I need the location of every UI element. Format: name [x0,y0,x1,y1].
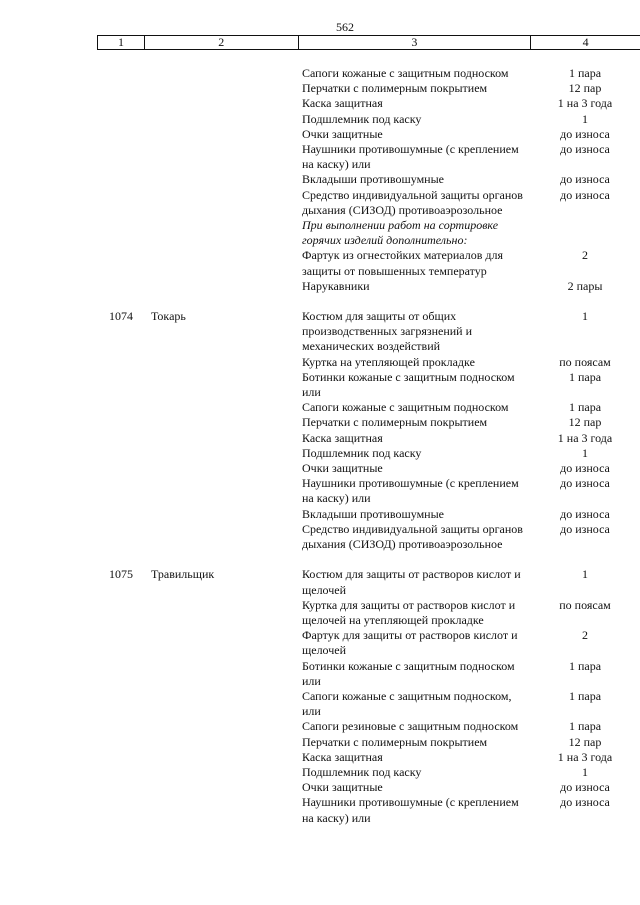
item-norm: 1 пара [568,719,602,734]
item-name: Вкладыши противошумные [302,506,444,521]
item-norm: 1 [582,445,588,460]
table-row [302,567,640,597]
table-entry [0,66,640,294]
table-row [302,415,640,430]
entry-profession: Токарь [151,309,186,324]
table-row [302,172,640,187]
table-row [302,522,640,552]
item-name: Сапоги кожаные с защитным подноском [302,66,509,80]
item-norm: 12 пар [568,734,602,749]
item-name: Куртка на утепляющей прокладке [302,354,475,369]
entry-number: 1075 [109,567,133,582]
item-name: Наушники противошумные (с креплением на каску) или [302,795,519,825]
item-name: Фартук для защиты от растворов кислот и щелочей [302,628,518,658]
item-norm: до износа [560,126,610,141]
table-row [302,507,640,522]
item-name: Каска защитная [302,430,383,445]
item-name: Куртка для защиты от растворов кислот и щелочей на утепляющей прокладке [302,597,516,627]
item-norm: 1 [582,111,588,126]
item-norm: 1 пара [568,658,602,673]
table-row [302,81,640,96]
item-name: Сапоги резиновые с защитным подноском [302,719,519,734]
table-row [302,476,640,506]
page-number: 562 [336,20,354,34]
item-norm: 1 пара [568,688,602,703]
table-row [302,370,640,400]
item-name: Костюм для защиты от общих производственных загрязнений и механических воздействий [302,309,473,354]
item-norm: до износа [560,795,610,810]
item-name: Ботинки кожаные с защитным подноском или [302,658,515,688]
item-norm: до износа [560,780,610,795]
table-row [302,598,640,628]
table-entry [0,309,640,552]
item-norm: 2 [582,628,588,643]
item-name: Средство индивидуальной защиты органов дыхания (СИЗОД) противоаэрозольное [302,521,523,552]
item-norm: 2 пары [567,278,603,293]
item-name: Нарукавники [302,278,370,293]
table-row [302,218,640,248]
table-row [302,188,640,218]
item-name: Подшлемник под каску [302,764,422,779]
item-norm: 1 [582,764,588,779]
table-row [302,461,640,476]
item-norm: по поясам [559,597,611,612]
table-row [302,355,640,370]
item-name: Наушники противошумные (с креплением на каску) или [302,476,519,506]
item-name: Перчатки с полимерным покрытием [302,415,488,430]
table-row [302,735,640,750]
table-row [302,628,640,658]
table-row [302,431,640,446]
item-name: Ботинки кожаные с защитным подноском или [302,369,515,400]
item-norm: 1 пара [568,400,602,415]
table-row [302,446,640,461]
item-name: Перчатки с полимерным покрытием [302,81,488,96]
item-name: Перчатки с полимерным покрытием [302,734,488,749]
table-row [302,719,640,734]
entry-profession: Травильщик [151,567,215,582]
item-name: Каска защитная [302,96,383,111]
item-name: Сапоги кожаные с защитным подноском, или [302,688,512,719]
item-name: При выполнении работ на сортировке горячих изделий дополнительно: [302,218,499,248]
item-norm: до износа [560,142,610,157]
table-row [302,780,640,795]
item-name: Подшлемник под каску [302,111,422,126]
table-body [0,66,640,826]
table-row [302,248,640,278]
table-row [302,142,640,172]
table-header [97,35,640,50]
table-row [302,689,640,719]
item-norm: 12 пар [568,415,602,430]
item-norm: до износа [560,521,610,536]
table-row [302,795,640,825]
item-name: Очки защитные [302,780,383,795]
header-col-3: 3 [299,36,532,49]
item-norm: по поясам [559,354,611,369]
item-name: Очки защитные [302,126,383,141]
item-name: Очки защитные [302,461,383,476]
item-name: Каска защитная [302,749,383,764]
item-name: Вкладыши противошумные [302,172,444,187]
table-row [302,66,640,81]
item-norm: 2 [582,248,588,263]
item-norm: 1 на 3 года [557,430,613,445]
item-norm: 1 на 3 года [557,96,613,111]
item-norm [530,218,640,248]
table-row [302,112,640,127]
table-row [302,96,640,111]
item-norm: до износа [560,461,610,476]
entry-number: 1074 [109,309,133,324]
table-row [302,400,640,415]
table-row [302,279,640,294]
item-norm: до износа [560,172,610,187]
item-name: Наушники противошумные (с креплением на каску) или [302,142,519,172]
item-name: Сапоги кожаные с защитным подноском [302,400,509,415]
item-norm: 1 пара [568,66,602,80]
item-norm: до износа [560,187,610,202]
item-name: Фартук из огнестойких материалов для защиты от повышенных температур [302,248,503,278]
item-norm: до износа [560,506,610,521]
item-norm: до износа [560,476,610,491]
header-col-2: 2 [145,36,299,49]
item-name: Костюм для защиты от растворов кислот и щелочей [302,567,521,597]
item-norm: 1 [582,309,588,324]
item-norm: 1 на 3 года [557,749,613,764]
table-row [302,750,640,765]
table-row [302,765,640,780]
item-norm: 1 пара [568,369,602,384]
header-col-1: 1 [98,36,145,49]
item-norm: 12 пар [568,81,602,96]
item-norm: 1 [582,567,588,582]
table-row [302,659,640,689]
table-entry [0,567,640,825]
header-col-4: 4 [582,35,589,49]
table-row [302,309,640,355]
table-row [302,127,640,142]
item-name: Средство индивидуальной защиты органов дыхания (СИЗОД) противоаэрозольное [302,187,523,217]
item-name: Подшлемник под каску [302,445,422,460]
